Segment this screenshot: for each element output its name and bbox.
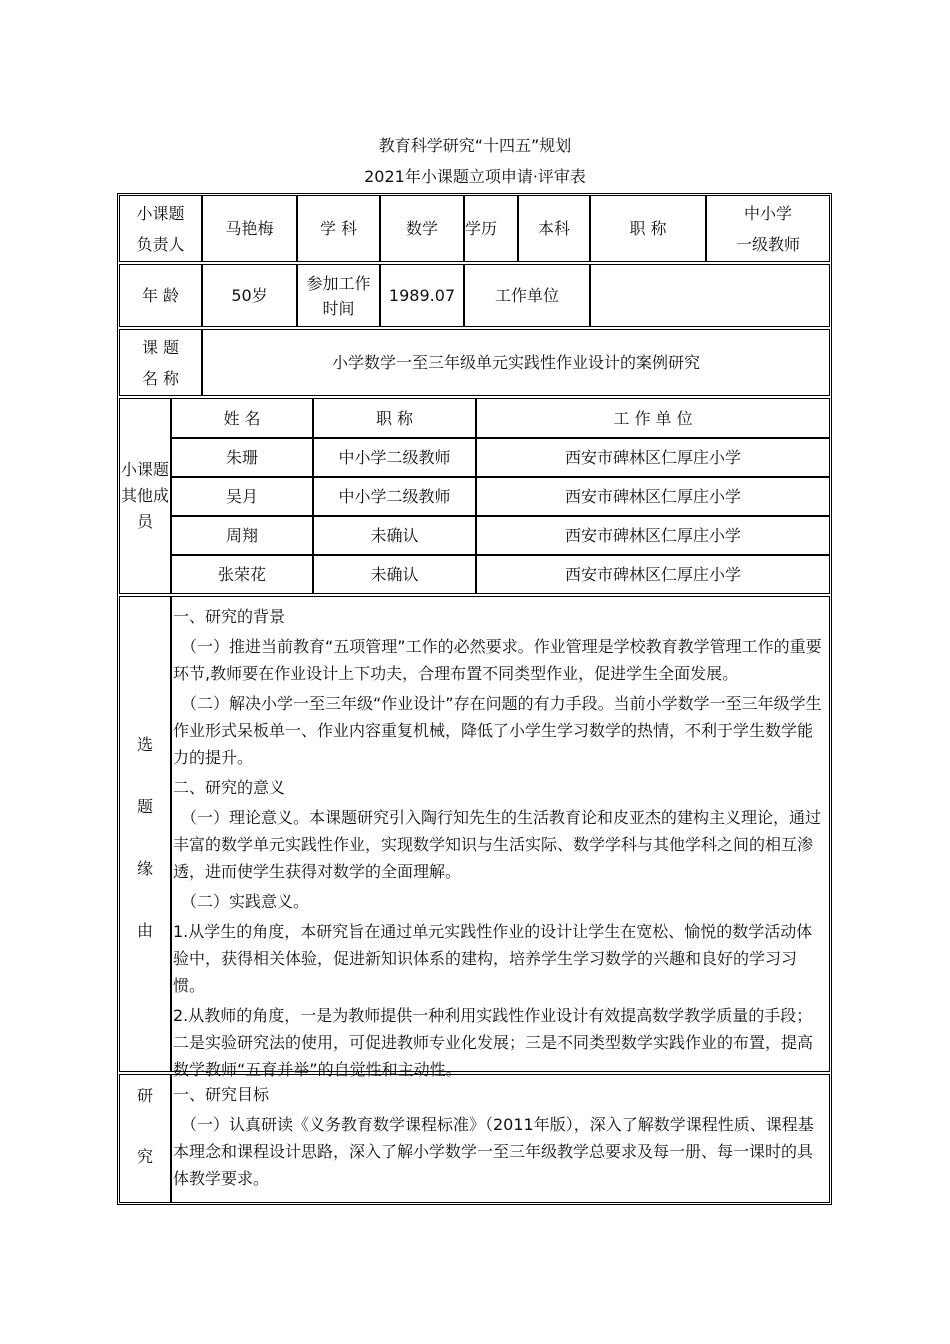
- research-label-char: 究: [136, 1147, 153, 1166]
- member-title: 未确认: [313, 555, 476, 594]
- reason-paragraph: （二）实践意义。: [181, 892, 310, 911]
- member-title: 中小学二级教师: [313, 438, 476, 477]
- member-name: 吴月: [171, 477, 313, 516]
- title-value: [706, 195, 830, 262]
- leader-name: 马艳梅: [202, 195, 297, 262]
- member-unit: 西安市碑林区仁厚庄小学: [476, 477, 830, 516]
- subject-value: 数学: [380, 195, 464, 262]
- reason-paragraph: 二、研究的意义: [173, 778, 286, 797]
- topic-label-line2: 名 称: [141, 368, 180, 388]
- members-header-unit: 工 作 单 位: [476, 398, 830, 438]
- leader-label: [119, 195, 202, 262]
- reason-paragraph: 一、研究的背景: [173, 607, 286, 626]
- reason-paragraph: （一）推进当前教育“五项管理”工作的必然要求。作业管理是学校教育教学管理工作的重要环节,教师要在作业设计上下功夫，合理布置不同类型作业，促进学生全面发展。: [173, 637, 822, 683]
- members-label-line2: 其他成: [120, 486, 169, 505]
- topic-label: [119, 329, 202, 396]
- work-start-label-line2: 时间: [322, 298, 355, 318]
- title-label: 职 称: [590, 195, 706, 262]
- reason-label-char: 选: [136, 735, 153, 754]
- form-title: 教育科学研究“十四五”规划: [378, 136, 572, 155]
- members-header-name: 姓 名: [171, 398, 313, 438]
- research-paragraph: 一、研究目标: [173, 1085, 270, 1104]
- education-value: 本科: [518, 195, 590, 262]
- form-subtitle: 2021年小课题立项申请·评审表: [364, 167, 586, 186]
- work-start-label: [297, 264, 380, 327]
- title-value-line2: 一级教师: [735, 234, 800, 254]
- reason-label-cell: [119, 596, 171, 1072]
- reason-paragraph: （一）理论意义。本课题研究引入陶行知先生的生活教育论和皮亚杰的建构主义理论，通过丰富的数学单元实践性作业，实现数学知识与生活实际、数学学科与其他学科之间的相互渗透，进而使学生获得对数学的全面理解。: [173, 808, 822, 881]
- work-start-label-line1: 参加工作: [306, 273, 371, 293]
- member-name: 张荣花: [171, 555, 313, 594]
- leader-label-line1: 小课题: [136, 203, 185, 223]
- member-title: 未确认: [313, 516, 476, 555]
- subject-label: 学 科: [297, 195, 380, 262]
- reason-label-char: 由: [136, 921, 153, 940]
- research-label-char: 研: [136, 1086, 153, 1105]
- reason-label-char: 题: [136, 797, 153, 816]
- work-start-value: 1989.07: [380, 264, 464, 327]
- topic-value: 小学数学一至三年级单元实践性作业设计的案例研究: [202, 329, 830, 396]
- reason-paragraph: 2.从教师的角度，一是为教师提供一种利用实践性作业设计有效提高数学教学质量的手段；二是实验研究法的使用，可促进教师专业化发展；三是不同类型数学实践作业的布置，提高数学教师“五育并举”的自觉性和主动性。: [173, 1006, 814, 1079]
- members-label-line1: 小课题: [120, 460, 169, 479]
- member-title: 中小学二级教师: [313, 477, 476, 516]
- member-unit: 西安市碑林区仁厚庄小学: [476, 438, 830, 477]
- member-name: 朱珊: [171, 438, 313, 477]
- age-label: 年 龄: [119, 264, 202, 327]
- members-header-title: 职 称: [313, 398, 476, 438]
- reason-paragraph: 1.从学生的角度，本研究旨在通过单元实践性作业的设计让学生在宽松、愉悦的数学活动体验中，获得相关体验，促进新知识体系的建构，培养学生学习数学的兴趣和良好的学习习惯。: [173, 922, 813, 995]
- topic-label-line1: 课 题: [141, 337, 180, 357]
- reason-label-char: 缘: [136, 859, 153, 878]
- research-paragraph: （一）认真研读《义务教育数学课程标准》（2011年版），深入了解数学课程性质、课程基本理念和课程设计思路，深入了解小学数学一至三年级教学总要求及每一册、每一课时的具体教学要求。: [173, 1115, 814, 1188]
- leader-label-line2: 负责人: [136, 234, 185, 254]
- age-value: 50岁: [202, 264, 297, 327]
- member-unit: 西安市碑林区仁厚庄小学: [476, 516, 830, 555]
- reason-content: [173, 603, 828, 1086]
- member-name: 周翔: [171, 516, 313, 555]
- title-value-line1: 中小学: [743, 203, 792, 223]
- members-label-line3: 员: [136, 512, 153, 531]
- education-label: 学历: [464, 195, 518, 262]
- member-unit: 西安市碑林区仁厚庄小学: [476, 555, 830, 594]
- research-content: [173, 1081, 828, 1195]
- work-unit-label: 工作单位: [464, 264, 590, 327]
- members-label: [119, 398, 171, 594]
- reason-paragraph: （二）解决小学一至三年级“作业设计”存在问题的有力手段。当前小学数学一至三年级学生作业形式呆板单一、作业内容重复机械，降低了小学生学习数学的热情，不利于学生数学能力的提升。: [173, 694, 822, 767]
- work-unit-value: [590, 264, 830, 327]
